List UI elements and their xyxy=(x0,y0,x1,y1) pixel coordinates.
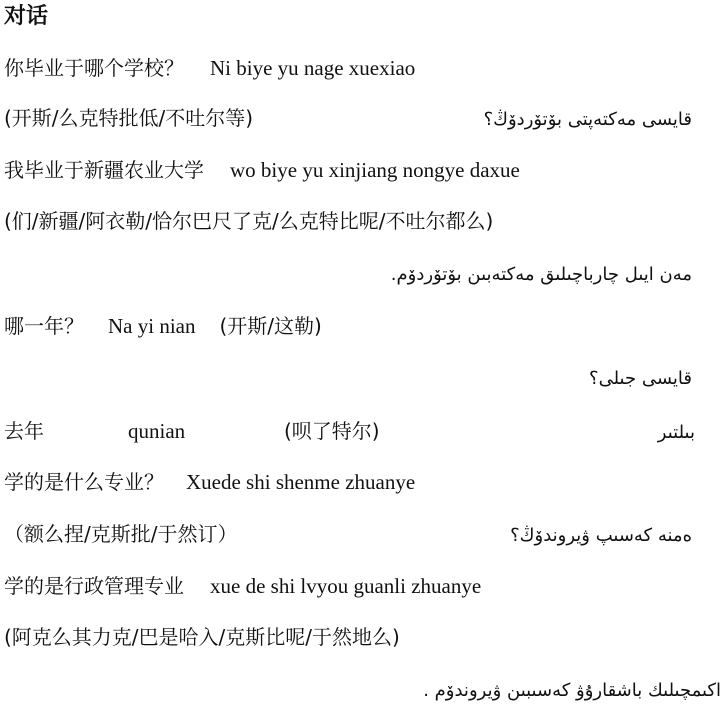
page-title: 对话 xyxy=(4,4,49,29)
dialogue-line xyxy=(4,155,520,185)
dialogue-line xyxy=(4,206,493,236)
chinese-text: 哪一年？ xyxy=(4,314,84,338)
pinyin-text: xue de shi lvyou guanli zhuanye xyxy=(210,574,482,598)
pinyin-text: Xuede shi shenme zhuanye xyxy=(186,470,416,494)
dialogue-line xyxy=(4,103,253,133)
uyghur-text: قايسى مەكتەپتى بۆتۆردۆڭ؟ xyxy=(483,109,692,130)
dialogue-line xyxy=(4,416,380,446)
pronunciation-text: (们/新疆/阿衣勒/恰尔巴尺了克/么克特比呢/不吐尔都么) xyxy=(4,209,494,233)
pronunciation-text: (开斯/这勒) xyxy=(219,314,322,338)
chinese-text: 我毕业于新疆农业大学 xyxy=(4,158,204,182)
pronunciation-text: (开斯/么克特批低/不吐尔等) xyxy=(4,106,254,130)
dialogue-line xyxy=(4,571,481,601)
pronunciation-text: (呗了特尔) xyxy=(284,419,380,443)
pinyin-text: Ni biye yu nage xuexiao xyxy=(210,56,416,80)
dialogue-line xyxy=(4,311,322,341)
pronunciation-text: (阿克么其力克/巴是哈入/克斯比呢/于然地么) xyxy=(4,625,400,649)
dialogue-line xyxy=(4,53,415,83)
uyghur-text: اكىمچىلىك باشقارۇۋ كەسىبىن ۋيروندۆم . xyxy=(423,680,721,701)
dialogue-line xyxy=(4,622,400,652)
chinese-text: 学的是行政管理专业 xyxy=(4,574,184,598)
pinyin-text: Na yi nian xyxy=(108,314,196,338)
uyghur-text: قايسى جىلى؟ xyxy=(589,368,692,389)
uyghur-text: ەمنە كەسىپ ۋيروندۆڭ؟ xyxy=(510,525,692,546)
chinese-text: 去年 xyxy=(4,419,44,443)
dialogue-line xyxy=(4,519,237,549)
pronunciation-text: （额么捏/克斯批/于然订） xyxy=(4,522,238,546)
pinyin-text: qunian xyxy=(128,419,186,443)
chinese-text: 学的是什么专业？ xyxy=(4,470,164,494)
uyghur-text: مەن ايىل چارباچىلىق مەكتەبىن بۆتۆردۆم. xyxy=(390,264,692,285)
pinyin-text: wo biye yu xinjiang nongye daxue xyxy=(230,158,520,182)
dialogue-line xyxy=(4,467,415,497)
uyghur-text: بىلتىر xyxy=(657,422,695,443)
chinese-text: 你毕业于哪个学校？ xyxy=(4,56,184,80)
